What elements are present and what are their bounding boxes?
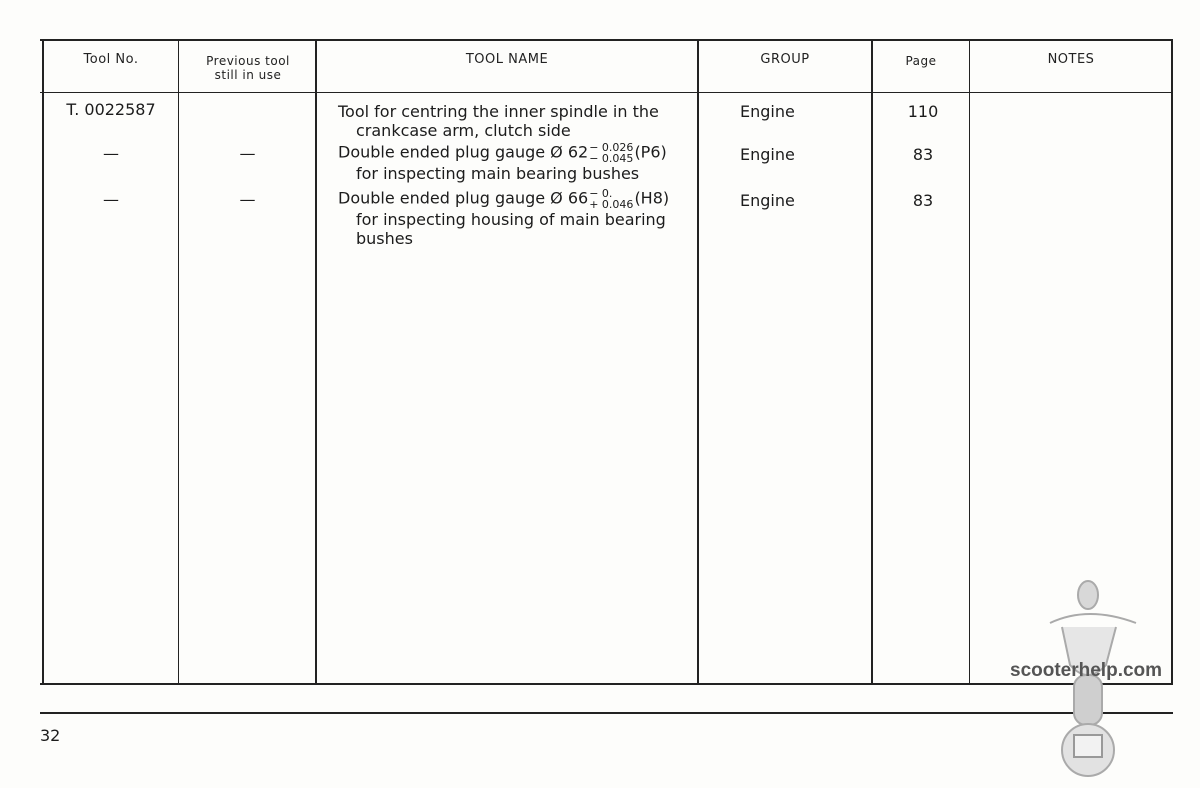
table-row-previous-tool: — — [239, 144, 256, 163]
column-border — [315, 40, 317, 683]
column-border — [42, 40, 44, 683]
table-row-tool-name — [338, 142, 688, 183]
table-row-page: 83 — [912, 145, 934, 164]
table-row-tool-no: — — [103, 144, 119, 163]
table-row-page: 83 — [912, 191, 934, 210]
header-tool-no: Tool No. — [83, 52, 139, 67]
tolerance-lower: − 0.045 — [589, 152, 634, 165]
tolerance — [589, 188, 633, 210]
table-row-previous-tool: — — [239, 190, 256, 209]
header-tool-name: TOOL NAME — [465, 52, 549, 67]
fit-class: (P6) — [634, 142, 667, 162]
header-divider — [40, 92, 1173, 93]
fit-class: (H8) — [634, 188, 670, 208]
column-border — [697, 40, 699, 683]
header-notes: NOTES — [1047, 52, 1095, 67]
column-border — [871, 40, 873, 683]
table-bottom-border — [40, 683, 1173, 685]
watermark-text: scooterhelp.com — [1010, 660, 1163, 681]
tolerance — [589, 142, 633, 164]
header-page: Page — [905, 54, 937, 68]
table-row-group: Engine — [740, 102, 795, 121]
column-border — [1171, 40, 1173, 683]
table-row-tool-name — [338, 102, 688, 140]
page-number: 32 — [40, 726, 61, 745]
table-row-group: Engine — [740, 191, 795, 210]
tolerance-lower: + 0.046 — [589, 198, 634, 211]
table-row-page: 110 — [907, 102, 939, 121]
header-previous-tool: Previous tool still in use — [206, 54, 290, 82]
table-row-tool-no: T. 0022587 — [66, 100, 156, 119]
table-row-group: Engine — [740, 145, 795, 164]
column-border — [178, 40, 179, 683]
tolerance-upper: − 0. — [589, 187, 613, 200]
tool-name-line: for inspecting main bearing bushes — [356, 164, 640, 183]
tolerance-upper: − 0.026 — [589, 141, 634, 154]
table-row-tool-no: — — [103, 190, 119, 209]
tool-name-line: for inspecting housing of main bearing — [356, 210, 666, 229]
tool-name-line: Double ended plug gauge Ø 66 — [338, 188, 589, 208]
tool-name-line: Double ended plug gauge Ø 62 — [338, 142, 589, 162]
tool-name-line: crankcase arm, clutch side — [356, 121, 571, 140]
column-border — [969, 40, 970, 683]
table-row-tool-name — [338, 188, 688, 248]
table-top-border — [40, 39, 1173, 41]
tool-name-line: bushes — [356, 229, 413, 248]
page-footer-rule — [40, 712, 1173, 714]
tool-name-line: Tool for centring the inner spindle in the — [338, 102, 659, 121]
header-group: GROUP — [760, 52, 810, 67]
